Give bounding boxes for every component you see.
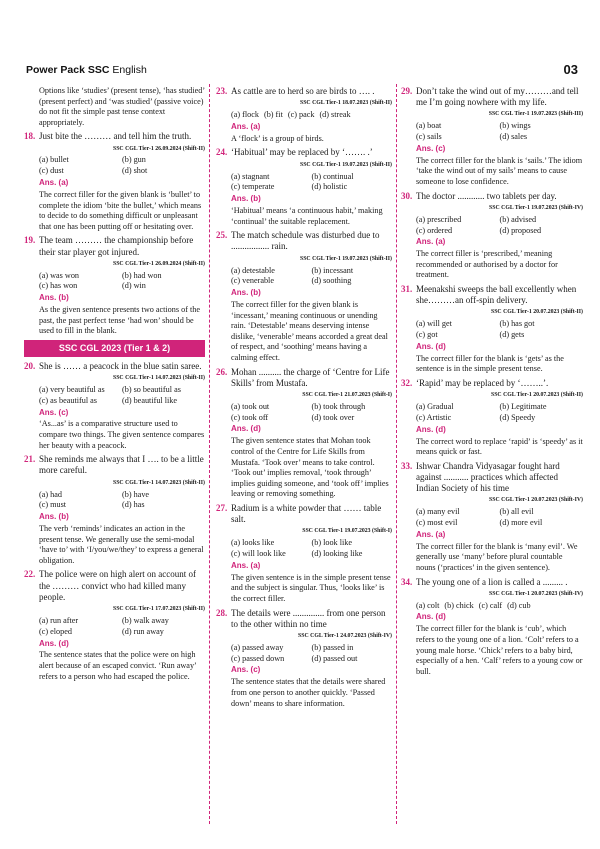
option-d: (d) soothing xyxy=(311,276,352,286)
option-a: (a) Gradual xyxy=(416,402,454,412)
option-d: (d) holistic xyxy=(311,182,348,192)
option-d: (d) sales xyxy=(499,132,528,142)
question-34 xyxy=(401,577,583,678)
question-source: SSC CGL Tier-1 20.07.2023 (Shift-II) xyxy=(490,309,583,316)
option-b: (b) passed in xyxy=(311,642,354,652)
answer-label: Ans. (a) xyxy=(231,560,261,570)
option-a: (a) stagnant xyxy=(231,171,270,181)
option-c: (c) venerable xyxy=(231,276,274,286)
book-title-rest: English xyxy=(109,64,147,76)
answer-label: Ans. (d) xyxy=(416,612,446,622)
question-source: SSC CGL Tier-1 17.07.2023 (Shift-II) xyxy=(112,606,205,613)
option-d: (d) Speedy xyxy=(499,412,536,422)
question-26 xyxy=(216,367,392,500)
option-b: (b) has got xyxy=(499,319,535,329)
option-b: (b) continual xyxy=(311,171,354,181)
question-number: 30. xyxy=(401,190,413,201)
option-c: (c) pack xyxy=(287,110,315,120)
option-c: (c) temperate xyxy=(231,182,275,192)
option-d: (d) proposed xyxy=(499,225,542,235)
option-c: (c) got xyxy=(416,330,438,340)
answer-label: Ans. (d) xyxy=(39,638,69,648)
option-c: (c) ordered xyxy=(416,225,453,235)
question-text: The young one of a lion is called a ......... . xyxy=(416,576,568,587)
question-source: SSC CGL Tier-1 20.07.2023 (Shift-IV) xyxy=(489,497,583,504)
option-c: (c) calf xyxy=(478,600,503,610)
explanation: The correct filler for the blank is ‘many evil’. We generally use ‘many’ before plural countable nouns (‘practices’ in the given sentence). xyxy=(416,541,578,572)
explanation: The correct filler is ‘prescribed,’ meaning recommended or authorised by a doctor for treatment. xyxy=(416,249,558,280)
answer-label: Ans. (b) xyxy=(39,293,69,303)
option-b: (b) chick xyxy=(444,600,474,610)
option-c: (c) took off xyxy=(231,412,269,422)
question-text: Meenakshi sweeps the ball excellently when she………an off-spin delivery. xyxy=(416,283,577,306)
answer-label: Ans. (b) xyxy=(231,288,261,298)
explanation: The given sentence states that Mohan took control of the Centre for Life Skills from Mustafa. ‘Took over’ means to take control. ‘Took out’ implies removal, ‘took through’ implies guiding someone, and ‘took off’ implies leaving or removing something. xyxy=(231,436,389,499)
question-33 xyxy=(401,461,583,574)
question-text: The details were .............. from one person to the other within no time xyxy=(231,607,386,629)
option-d: (d) shot xyxy=(122,166,148,176)
option-b: (b) wings xyxy=(499,121,531,131)
question-text: Mohan .......... the charge of ‘Centre for Life Skills’ from Mustafa. xyxy=(231,366,390,388)
question-text: The police were on high alert on account of the ……… convict who had killed many people. xyxy=(39,569,196,602)
question-source: SSC CGL Tier-1 20.07.2023 (Shift-II) xyxy=(490,392,583,399)
question-text: Just bite the ……… and tell him the truth. xyxy=(39,131,192,142)
option-c: (c) eloped xyxy=(39,626,72,636)
explanation: The sentence states that the police were on high alert because of an escaped convict. ‘Run away’ refers to a person who had escaped the police. xyxy=(39,650,197,681)
question-source: SSC CGL Tier-1 19.07.2023 (Shift-II) xyxy=(299,255,392,262)
option-a: (a) looks like xyxy=(231,538,275,548)
option-d: (d) looking like xyxy=(311,549,363,559)
options xyxy=(216,538,392,560)
answer-label: Ans. (c) xyxy=(39,407,69,417)
option-b: (b) Legitimate xyxy=(499,402,547,412)
question-source: SSC CGL Tier-1 14.07.2023 (Shift-II) xyxy=(112,375,205,382)
option-d: (d) beautiful like xyxy=(122,395,178,405)
options xyxy=(24,271,205,293)
column-divider-1 xyxy=(209,84,210,824)
option-a: (a) flock xyxy=(231,110,259,120)
column-1 xyxy=(24,86,205,685)
options xyxy=(24,616,205,638)
option-a: (a) took out xyxy=(231,401,270,411)
options xyxy=(401,215,583,237)
option-c: (c) Artistic xyxy=(416,412,452,422)
option-a: (a) was won xyxy=(39,270,80,280)
question-31 xyxy=(401,284,583,375)
question-number: 26. xyxy=(216,366,228,377)
option-d: (d) passed out xyxy=(311,653,358,663)
question-text: The team ……… the championship before their star player got injured. xyxy=(39,235,194,257)
column-3 xyxy=(401,86,583,680)
explanation: ‘As...as’ is a comparative structure used to compare two things. The given sentence compares her beauty with a peacock. xyxy=(39,419,205,450)
question-20 xyxy=(24,361,205,451)
section-heading: SSC CGL 2023 (Tier 1 & 2) xyxy=(24,340,205,357)
option-b: (b) all evil xyxy=(499,507,534,517)
option-d: (d) streak xyxy=(319,110,351,120)
options xyxy=(216,172,392,194)
question-number: 22. xyxy=(24,569,36,580)
question-number: 24. xyxy=(216,147,228,158)
question-source: SSC CGL Tier-1 14.07.2023 (Shift-II) xyxy=(112,479,205,486)
option-b: (b) took through xyxy=(311,401,366,411)
option-b: (b) have xyxy=(122,489,150,499)
explanation: The correct filler for the blank is ‘cub’, which refers to the young one of a lion. ‘Colt’ refers to a young male horse. ‘Chick’ refers to a baby bird, especially of a hen. ‘Calf’ refers to a young cow or bull. xyxy=(416,624,583,676)
options xyxy=(216,643,392,665)
options xyxy=(401,121,583,143)
explanation: As the given sentence presents two actions of the past, the past perfect tense ‘had won’ should be used to fill in the blank. xyxy=(39,305,200,336)
question-28 xyxy=(216,608,392,710)
option-a: (a) will get xyxy=(416,319,452,329)
book-title-bold: Power Pack SSC xyxy=(26,64,110,76)
question-source: SSC CGL Tier-1 19.07.2023 (Shift-I) xyxy=(302,528,392,535)
question-source: SSC CGL Tier-1 20.07.2023 (Shift-IV) xyxy=(489,590,583,597)
option-c: (c) must xyxy=(39,500,67,510)
option-c: (c) will look like xyxy=(231,549,286,559)
question-source: SSC CGL Tier-1 26.09.2024 (Shift-II) xyxy=(112,145,205,152)
options xyxy=(24,490,205,512)
explanation: The correct filler for the blank is ‘sails.’ The idiom ‘take the wind out of my sails’ means to cause someone to lose confidence. xyxy=(416,155,583,186)
question-21 xyxy=(24,454,205,566)
answer-label: Ans. (d) xyxy=(416,424,446,434)
answer-label: Ans. (a) xyxy=(39,178,69,188)
explanation: The given sentence is in the simple present tense and the subject is singular. Thus, ‘looks like’ is the correct filler. xyxy=(231,572,391,603)
options xyxy=(24,155,205,177)
option-b: (b) had won xyxy=(122,270,162,280)
explanation: The sentence states that the details were shared from one person to another quickly. ‘Passed down’ means to share information. xyxy=(231,677,386,708)
explanation: The correct filler for the given blank is ‘incessant,’ meaning continuous or unending rain. ‘Detestable’ means deserving intense dislike, ‘venerable’ means accorded a great deal of respect, and ‘soothing’ means having a calming effect. xyxy=(231,300,388,362)
option-d: (d) gets xyxy=(499,330,525,340)
option-a: (a) detestable xyxy=(231,265,275,275)
question-source: SSC CGL Tier-1 19.07.2023 (Shift-IV) xyxy=(489,204,583,211)
question-number: 34. xyxy=(401,576,413,587)
question-number: 25. xyxy=(216,230,228,241)
option-b: (b) look like xyxy=(311,538,352,548)
page-number: 03 xyxy=(563,62,578,77)
option-a: (a) many evil xyxy=(416,507,460,517)
question-source: SSC CGL Tier-1 26.09.2024 (Shift-II) xyxy=(112,260,205,267)
option-b: (b) advised xyxy=(499,214,537,224)
answer-label: Ans. (a) xyxy=(416,529,446,539)
explanation: A ‘flock’ is a group of birds. xyxy=(231,133,324,143)
question-number: 20. xyxy=(24,360,36,371)
option-d: (d) win xyxy=(122,281,146,291)
option-b: (b) gun xyxy=(122,155,146,165)
option-b: (b) fit xyxy=(263,110,283,120)
options xyxy=(216,266,392,288)
column-divider-2 xyxy=(396,84,397,824)
answer-label: Ans. (a) xyxy=(231,121,261,131)
answer-label: Ans. (b) xyxy=(231,194,261,204)
continued-explanation: Options like ‘studies’ (present tense), ‘has studied’ (present perfect) and ‘was studied’ (passive voice) do not fit the simple past tense context appropriately. xyxy=(39,86,205,127)
question-number: 32. xyxy=(401,377,413,388)
column-2 xyxy=(216,86,392,712)
options xyxy=(401,402,583,424)
question-number: 28. xyxy=(216,607,228,618)
question-source: SSC CGL Tier-1 19.07.2023 (Shift-III) xyxy=(488,111,583,118)
answer-label: Ans. (c) xyxy=(416,143,446,153)
question-text: As cattle are to herd so are birds to …. . xyxy=(231,86,375,96)
question-number: 33. xyxy=(401,460,413,471)
option-b: (b) walk away xyxy=(122,615,169,625)
question-source: SSC CGL Tier-1 19.07.2023 (Shift-II) xyxy=(299,161,392,168)
explanation: The correct filler for the blank is ‘gets’ as the sentence is in the simple present tense. xyxy=(416,353,564,374)
question-text: She reminds me always that I …. to be a little more careful. xyxy=(39,454,204,476)
option-a: (a) passed away xyxy=(231,642,284,652)
question-25 xyxy=(216,230,392,363)
option-b: (b) incessant xyxy=(311,265,354,275)
page-header xyxy=(0,0,600,80)
option-a: (a) run after xyxy=(39,615,79,625)
question-text: The doctor ............ two tablets per day. xyxy=(416,190,557,201)
explanation: The correct filler for the given blank is ‘bullet’ to complete the idiom ‘bite the bullet,’ which means to decide to do something difficult or unpleasant that one has been putting off or hesitating over. xyxy=(39,189,202,231)
option-c: (c) dust xyxy=(39,166,64,176)
question-source: SSC CGL Tier-1 24.07.2023 (Shift-IV) xyxy=(298,632,392,639)
options xyxy=(401,507,583,529)
option-a: (a) had xyxy=(39,489,62,499)
options xyxy=(216,402,392,424)
question-number: 23. xyxy=(216,86,228,96)
question-number: 27. xyxy=(216,502,228,513)
option-a: (a) bullet xyxy=(39,155,69,165)
question-number: 19. xyxy=(24,235,36,246)
answer-label: Ans. (d) xyxy=(231,424,261,434)
explanation: ‘Habitual’ means ‘a continuous habit,’ making ‘continual’ the suitable replacement. xyxy=(231,206,383,226)
options xyxy=(216,110,392,121)
question-22 xyxy=(24,569,205,682)
question-source: SSC CGL Tier-1 18.07.2023 (Shift-II) xyxy=(299,100,392,107)
option-a: (a) colt xyxy=(416,600,440,610)
explanation: The verb ‘reminds’ indicates an action in the present tense. We generally use the semi-modal ‘have to’ with ‘I/you/we/they’ to express a general obligation. xyxy=(39,524,204,565)
question-27 xyxy=(216,503,392,605)
answer-label: Ans. (d) xyxy=(416,341,446,351)
question-text: She is …… a peacock in the blue satin saree. xyxy=(39,360,202,371)
question-number: 21. xyxy=(24,454,36,465)
answer-label: Ans. (c) xyxy=(231,665,261,675)
options xyxy=(401,319,583,341)
option-c: (c) most evil xyxy=(416,518,458,528)
question-18 xyxy=(24,131,205,232)
question-text: The match schedule was disturbed due to ................. rain. xyxy=(231,230,380,252)
option-c: (c) passed down xyxy=(231,653,285,663)
question-source: SSC CGL Tier-1 21.07.2023 (Shift-I) xyxy=(302,391,392,398)
option-d: (d) took over xyxy=(311,412,355,422)
question-number: 31. xyxy=(401,283,413,294)
question-text: Don’t take the wind out of my………and tell me I’m going nowhere with my life. xyxy=(416,86,579,108)
options xyxy=(401,601,583,612)
question-text: ‘Rapid’ may be replaced by ‘……..’. xyxy=(416,377,549,388)
option-b: (b) so beautiful as xyxy=(122,384,181,394)
book-title xyxy=(26,64,147,76)
question-text: Ishwar Chandra Vidyasagar fought hard against ........... practices which affected Indian Society of his time xyxy=(416,460,560,494)
option-d: (d) run away xyxy=(122,626,164,636)
question-text: ‘Habitual’ may be replaced by ‘……. .’ xyxy=(231,147,373,158)
option-d: (d) more evil xyxy=(499,518,543,528)
question-19 xyxy=(24,235,205,337)
answer-label: Ans. (b) xyxy=(39,512,69,522)
question-30 xyxy=(401,191,583,281)
question-number: 18. xyxy=(24,131,36,142)
answer-label: Ans. (a) xyxy=(416,237,446,247)
question-24 xyxy=(216,147,392,227)
option-c: (c) has won xyxy=(39,281,78,291)
option-d: (d) cub xyxy=(507,600,531,610)
option-c: (c) as beautiful as xyxy=(39,395,97,405)
question-29 xyxy=(401,86,583,188)
option-a: (a) very beautiful as xyxy=(39,384,105,394)
question-text: Radium is a white powder that …… table salt. xyxy=(231,502,382,525)
question-32 xyxy=(401,378,583,458)
option-c: (c) sails xyxy=(416,132,442,142)
option-a: (a) prescribed xyxy=(416,214,462,224)
question-23 xyxy=(216,86,392,144)
options xyxy=(24,385,205,407)
option-a: (a) boat xyxy=(416,121,442,131)
question-number: 29. xyxy=(401,86,413,96)
option-d: (d) has xyxy=(122,500,145,510)
explanation: The correct word to replace ‘rapid’ is ‘speedy’ as it means quick or fast. xyxy=(416,436,583,457)
